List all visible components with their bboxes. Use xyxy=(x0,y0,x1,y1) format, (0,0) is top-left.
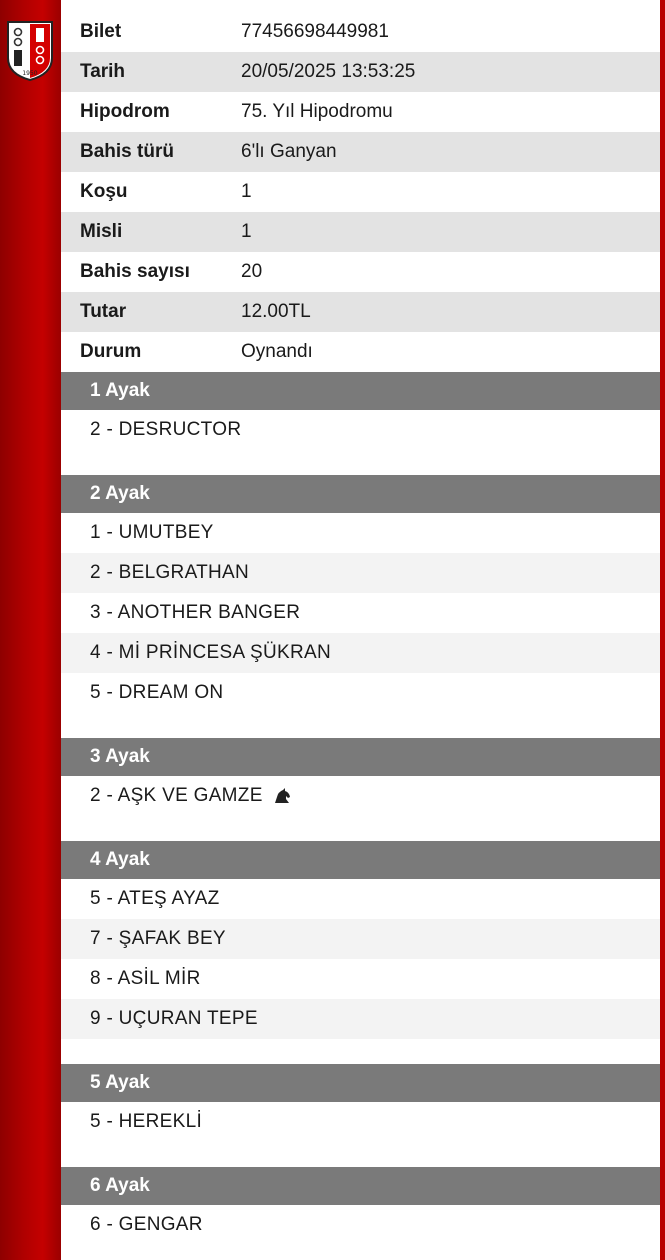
club-logo-icon xyxy=(6,20,54,82)
leg-header: 4 Ayak xyxy=(61,841,660,879)
ticket-info-value: 6'lı Ganyan xyxy=(241,141,337,162)
runner-row xyxy=(61,1102,660,1142)
runner-row xyxy=(61,879,660,919)
ticket-info-row xyxy=(61,332,660,372)
leg-header: 1 Ayak xyxy=(61,372,660,410)
ticket-info-value: Oynandı xyxy=(241,341,313,362)
ticket-info-label: Koşu xyxy=(80,181,128,202)
right-brand-bar xyxy=(660,0,665,1260)
ticket-info-value: 20/05/2025 13:53:25 xyxy=(241,61,416,82)
runner-label: 1 - UMUTBEY xyxy=(90,522,214,543)
leg-spacer xyxy=(61,713,660,738)
ticket-info-row xyxy=(61,292,660,332)
ticket-info-label: Tarih xyxy=(80,61,126,82)
ticket-info-row xyxy=(61,252,660,292)
ticket-detail xyxy=(61,12,660,1245)
ticket-info-row xyxy=(61,172,660,212)
runner-row xyxy=(61,1205,660,1245)
runner-label: 7 - ŞAFAK BEY xyxy=(90,928,226,949)
ticket-info-label: Tutar xyxy=(80,301,127,322)
ticket-info-value: 1 xyxy=(241,181,252,202)
runner-label: 8 - ASİL MİR xyxy=(90,968,201,989)
ticket-info-label: Hipodrom xyxy=(80,101,170,122)
runner-row xyxy=(61,959,660,999)
runner-label: 5 - ATEŞ AYAZ xyxy=(90,888,220,909)
ticket-info-label: Misli xyxy=(80,221,123,242)
leg-header: 3 Ayak xyxy=(61,738,660,776)
ticket-info-row xyxy=(61,92,660,132)
ticket-info-value: 12.00TL xyxy=(241,301,311,322)
runner-label: 2 - BELGRATHAN xyxy=(90,562,250,583)
legs-list xyxy=(61,372,660,1245)
runner-row xyxy=(61,553,660,593)
runner-row xyxy=(61,593,660,633)
runner-label: 4 - Mİ PRİNCESA ŞÜKRAN xyxy=(90,642,331,663)
runner-row xyxy=(61,410,660,450)
runner-row xyxy=(61,776,660,816)
ticket-info-value: 75. Yıl Hipodromu xyxy=(241,101,393,122)
ticket-info-row xyxy=(61,12,660,52)
ticket-info-label: Bilet xyxy=(80,21,122,42)
ticket-info-row xyxy=(61,52,660,92)
runner-label: 6 - GENGAR xyxy=(90,1214,203,1235)
ticket-info-value: 1 xyxy=(241,221,252,242)
leg-header: 6 Ayak xyxy=(61,1167,660,1205)
ticket-info-row xyxy=(61,212,660,252)
ticket-info-label: Bahis türü xyxy=(80,141,174,162)
runner-row xyxy=(61,919,660,959)
runner-label: 2 - AŞK VE GAMZE xyxy=(90,785,263,806)
runner-label: 9 - UÇURAN TEPE xyxy=(90,1008,258,1029)
ticket-info-value: 20 xyxy=(241,261,263,282)
leg-header: 5 Ayak xyxy=(61,1064,660,1102)
runner-label: 5 - HEREKLİ xyxy=(90,1111,203,1132)
runner-label: 2 - DESRUCTOR xyxy=(90,419,242,440)
horse-head-icon xyxy=(273,788,291,804)
left-brand-bar xyxy=(0,0,61,1260)
ticket-info-value: 77456698449981 xyxy=(241,21,389,42)
runner-label: 3 - ANOTHER BANGER xyxy=(90,602,301,623)
ticket-info-row xyxy=(61,132,660,172)
logo-year: 1950 xyxy=(22,70,38,77)
runner-row xyxy=(61,999,660,1039)
leg-spacer xyxy=(61,1142,660,1167)
runner-row xyxy=(61,513,660,553)
runner-row xyxy=(61,673,660,713)
ticket-info-label: Bahis sayısı xyxy=(80,261,190,282)
runner-label: 5 - DREAM ON xyxy=(90,682,224,703)
ticket-info-table xyxy=(61,12,660,372)
leg-header: 2 Ayak xyxy=(61,475,660,513)
runner-row xyxy=(61,633,660,673)
leg-spacer xyxy=(61,1039,660,1064)
ticket-info-label: Durum xyxy=(80,341,142,362)
leg-spacer xyxy=(61,450,660,475)
leg-spacer xyxy=(61,816,660,841)
